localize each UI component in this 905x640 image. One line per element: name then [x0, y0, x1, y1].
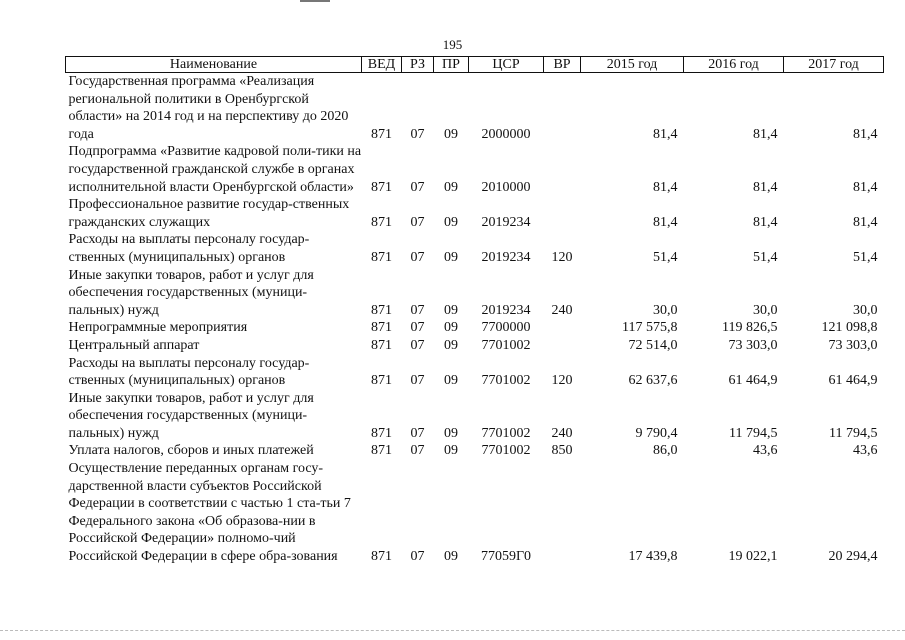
cell-y2016: 81,4: [753, 214, 778, 230]
cell-ved: 871: [371, 549, 392, 565]
cell-vr: 120: [551, 249, 573, 265]
col-header-ved: ВЕД: [362, 57, 402, 73]
cell-pr: 09: [444, 443, 458, 459]
cell-y2017: 81,4: [853, 179, 878, 195]
cell-y2017: 20 294,4: [828, 549, 878, 565]
cell-rz: 07: [410, 373, 425, 389]
cell-csr: 7701002: [481, 337, 531, 353]
col-header-rz: РЗ: [402, 57, 434, 73]
cell-y2015: 30,0: [653, 302, 678, 318]
cell-pr: 09: [444, 302, 458, 318]
cell-name: Государственная программа «Реализация региональной политики в Оренбургской области» на 2014 год и на перспективу до 2020 года: [68, 74, 349, 142]
cell-name: Подпрограмма «Развитие кадровой поли-тики на государственной гражданской службе в органах исполнительной власти Оренбургской области»: [68, 144, 362, 195]
cell-rz: 07: [410, 443, 425, 459]
cell-vr: [544, 196, 581, 231]
cell-y2017: 121 098,8: [821, 320, 878, 336]
cell-csr: 2019234: [481, 214, 531, 230]
cell-csr: 2019234: [481, 302, 531, 318]
cell-ved: 871: [371, 337, 392, 353]
cell-name: Иные закупки товаров, работ и услуг для обеспечения государственных (муници-пальных) нужд: [68, 390, 314, 441]
cell-pr: 09: [444, 214, 458, 230]
cell-pr: 09: [444, 126, 458, 142]
table-header-row: [66, 57, 884, 73]
cell-vr: 240: [551, 425, 573, 441]
col-header-pr: ПР: [434, 57, 469, 73]
table-row: [66, 73, 884, 144]
cell-csr: 2010000: [481, 179, 531, 195]
cell-ved: 871: [371, 302, 392, 318]
cell-vr: [544, 337, 581, 355]
cell-ved: 871: [371, 249, 392, 265]
cell-y2016: 43,6: [753, 443, 778, 459]
cell-y2016: 81,4: [753, 179, 778, 195]
cell-name: Иные закупки товаров, работ и услуг для обеспечения государственных (муници-пальных) нужд: [68, 267, 314, 318]
cell-ved: 871: [371, 126, 392, 142]
cell-y2016: 81,4: [753, 126, 778, 142]
table-row: [66, 231, 884, 266]
cell-rz: 07: [410, 549, 425, 565]
table-row: [66, 337, 884, 355]
budget-table: [65, 56, 884, 566]
cell-rz: 07: [410, 214, 425, 230]
cell-rz: 07: [410, 337, 425, 353]
cell-name: Осуществление переданных органам госу-дарственной власти субъектов Российской Федерации в соответствии с частью 1 ста-тьи 7 Федерального закона «Об образова-нии в Российской Федерации» полномо-чий Российской Федерации в сфере обра-зования: [68, 461, 351, 565]
cell-name: Профессиональное развитие государ-ственных гражданских служащих: [68, 197, 350, 230]
cell-y2017: 43,6: [853, 443, 878, 459]
cell-pr: 09: [444, 320, 458, 336]
cell-ved: 871: [371, 443, 392, 459]
table-row: [66, 196, 884, 231]
cell-y2016: 11 794,5: [729, 425, 778, 441]
cell-y2017: 73 303,0: [828, 337, 878, 353]
col-header-name: Наименование: [66, 57, 362, 73]
cell-y2017: 61 464,9: [828, 373, 878, 389]
cell-pr: 09: [444, 249, 458, 265]
cell-vr: 850: [551, 443, 573, 459]
cell-vr: 240: [551, 302, 573, 318]
col-header-vr: ВР: [544, 57, 581, 73]
cell-y2015: 86,0: [653, 443, 678, 459]
cell-csr: 2000000: [481, 126, 531, 142]
cell-name: Расходы на выплаты персоналу государ-ственных (муниципальных) органов: [68, 232, 310, 265]
cell-vr: [544, 319, 581, 337]
cell-pr: 09: [444, 425, 458, 441]
page-number: 195: [442, 37, 463, 52]
cell-y2016: 19 022,1: [728, 549, 778, 565]
cell-vr: [544, 73, 581, 144]
cell-pr: 09: [444, 373, 458, 389]
cell-pr: 09: [444, 549, 458, 565]
cell-y2016: 30,0: [753, 302, 778, 318]
col-header-2017: 2017 год: [784, 57, 884, 73]
cell-y2015: 9 790,4: [635, 425, 678, 441]
cell-name: Центральный аппарат: [68, 337, 200, 353]
cell-name: Уплата налогов, сборов и иных платежей: [68, 443, 314, 459]
cell-ved: 871: [371, 179, 392, 195]
cell-rz: 07: [410, 179, 425, 195]
cell-csr: 7701002: [481, 425, 531, 441]
cell-vr: 120: [551, 373, 573, 389]
cell-rz: 07: [410, 126, 425, 142]
cell-y2017: 81,4: [853, 126, 878, 142]
table-row: [66, 355, 884, 390]
cell-pr: 09: [444, 179, 458, 195]
table-row: [66, 442, 884, 460]
cell-ved: 871: [371, 425, 392, 441]
cell-ved: 871: [371, 214, 392, 230]
cell-rz: 07: [410, 302, 425, 318]
cell-y2015: 81,4: [653, 214, 678, 230]
cell-y2016: 119 826,5: [722, 320, 778, 336]
cell-rz: 07: [410, 249, 425, 265]
cell-rz: 07: [410, 425, 425, 441]
cell-y2017: 30,0: [853, 302, 878, 318]
cell-csr: 7700000: [481, 320, 531, 336]
table-row: [66, 319, 884, 337]
table-row: [66, 267, 884, 320]
cell-y2016: 61 464,9: [728, 373, 778, 389]
cell-y2017: 51,4: [853, 249, 878, 265]
bottom-scan-edge: [0, 630, 905, 637]
cell-csr: 7701002: [481, 373, 531, 389]
cell-csr: 77059Г0: [480, 549, 532, 565]
cell-y2015: 17 439,8: [628, 549, 678, 565]
cell-y2015: 72 514,0: [628, 337, 678, 353]
cell-y2016: 51,4: [753, 249, 778, 265]
col-header-csr: ЦСР: [469, 57, 544, 73]
cell-y2015: 51,4: [653, 249, 678, 265]
cell-vr: [544, 460, 581, 566]
col-header-2016: 2016 год: [684, 57, 784, 73]
col-header-2015: 2015 год: [581, 57, 684, 73]
cell-vr: [544, 143, 581, 196]
cell-y2015: 62 637,6: [628, 373, 678, 389]
cell-ved: 871: [371, 320, 392, 336]
cell-rz: 07: [410, 320, 425, 336]
cell-y2015: 81,4: [653, 179, 678, 195]
cell-y2017: 11 794,5: [829, 425, 878, 441]
cell-y2016: 73 303,0: [728, 337, 778, 353]
table-row: [66, 143, 884, 196]
cell-pr: 09: [444, 337, 458, 353]
top-scan-mark: [300, 0, 330, 2]
cell-name: Расходы на выплаты персоналу государ-ственных (муниципальных) органов: [68, 355, 310, 389]
table-row: [66, 390, 884, 443]
cell-y2015: 117 575,8: [622, 320, 678, 336]
cell-ved: 871: [371, 373, 392, 389]
cell-y2015: 81,4: [653, 126, 678, 142]
cell-y2017: 81,4: [853, 214, 878, 230]
cell-csr: 2019234: [481, 249, 531, 265]
cell-name: Непрограммные мероприятия: [68, 320, 248, 336]
table-row: [66, 460, 884, 566]
cell-csr: 7701002: [481, 443, 531, 459]
